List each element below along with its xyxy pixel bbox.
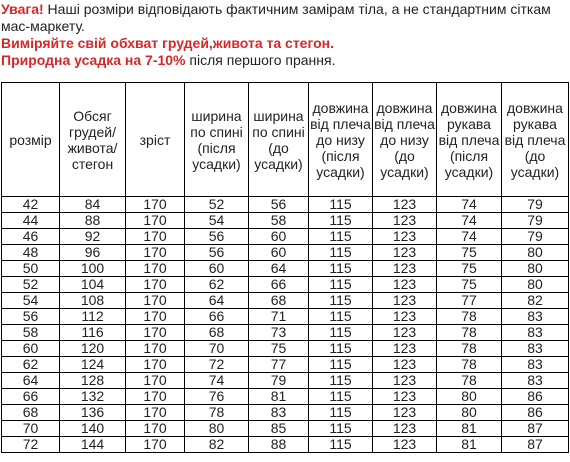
table-cell: 132 xyxy=(60,389,126,405)
column-header: довжина від плеча до низу (після усадки) xyxy=(309,83,373,197)
table-cell: 92 xyxy=(60,229,126,245)
table-cell: 136 xyxy=(60,405,126,421)
table-cell: 54 xyxy=(2,293,60,309)
table-cell: 75 xyxy=(437,261,502,277)
table-cell: 64 xyxy=(249,261,309,277)
table-cell: 108 xyxy=(60,293,126,309)
table-cell: 123 xyxy=(373,373,437,389)
table-cell: 115 xyxy=(309,277,373,293)
table-cell: 75 xyxy=(437,277,502,293)
table-cell: 83 xyxy=(502,325,569,341)
table-cell: 123 xyxy=(373,245,437,261)
table-cell: 87 xyxy=(502,421,569,437)
table-cell: 81 xyxy=(249,389,309,405)
table-cell: 66 xyxy=(249,277,309,293)
table-cell: 78 xyxy=(185,405,249,421)
table-cell: 82 xyxy=(502,293,569,309)
table-cell: 115 xyxy=(309,389,373,405)
table-cell: 64 xyxy=(2,373,60,389)
table-row xyxy=(2,389,569,405)
table-row xyxy=(2,373,569,389)
table-cell: 68 xyxy=(249,293,309,309)
table-cell: 115 xyxy=(309,405,373,421)
table-cell: 170 xyxy=(126,357,185,373)
table-cell: 44 xyxy=(2,213,60,229)
table-cell: 68 xyxy=(185,325,249,341)
table-cell: 75 xyxy=(437,245,502,261)
table-cell: 52 xyxy=(2,277,60,293)
table-cell: 70 xyxy=(185,341,249,357)
column-header: зріст xyxy=(126,83,185,197)
table-cell: 52 xyxy=(185,197,249,213)
column-header: Обсяг грудей/ живота/ стегон xyxy=(60,83,126,197)
table-cell: 170 xyxy=(126,389,185,405)
table-cell: 79 xyxy=(502,213,569,229)
table-cell: 80 xyxy=(437,389,502,405)
column-header: розмір xyxy=(2,83,60,197)
table-cell: 66 xyxy=(2,389,60,405)
table-cell: 46 xyxy=(2,229,60,245)
table-cell: 79 xyxy=(249,373,309,389)
table-cell: 80 xyxy=(502,261,569,277)
table-cell: 123 xyxy=(373,293,437,309)
table-cell: 80 xyxy=(185,421,249,437)
table-cell: 78 xyxy=(437,373,502,389)
table-cell: 84 xyxy=(60,197,126,213)
table-cell: 70 xyxy=(2,421,60,437)
table-cell: 123 xyxy=(373,261,437,277)
table-cell: 170 xyxy=(126,245,185,261)
table-cell: 42 xyxy=(2,197,60,213)
table-cell: 123 xyxy=(373,325,437,341)
table-cell: 170 xyxy=(126,197,185,213)
table-cell: 96 xyxy=(60,245,126,261)
table-cell: 123 xyxy=(373,437,437,453)
table-cell: 64 xyxy=(185,293,249,309)
table-cell: 123 xyxy=(373,213,437,229)
table-header-row xyxy=(2,83,569,197)
table-cell: 66 xyxy=(185,309,249,325)
table-cell: 170 xyxy=(126,277,185,293)
table-row xyxy=(2,309,569,325)
table-cell: 123 xyxy=(373,405,437,421)
table-cell: 115 xyxy=(309,325,373,341)
table-row xyxy=(2,261,569,277)
table-cell: 62 xyxy=(185,277,249,293)
table-cell: 72 xyxy=(2,437,60,453)
table-cell: 72 xyxy=(185,357,249,373)
table-row xyxy=(2,405,569,421)
table-cell: 60 xyxy=(249,229,309,245)
table-cell: 170 xyxy=(126,325,185,341)
table-cell: 170 xyxy=(126,437,185,453)
column-header: довжина рукава від плеча (після усадки) xyxy=(437,83,502,197)
table-cell: 56 xyxy=(249,197,309,213)
table-cell: 77 xyxy=(249,357,309,373)
table-cell: 78 xyxy=(437,309,502,325)
table-cell: 74 xyxy=(437,229,502,245)
table-cell: 123 xyxy=(373,229,437,245)
table-row xyxy=(2,213,569,229)
table-cell: 68 xyxy=(2,405,60,421)
table-cell: 79 xyxy=(502,197,569,213)
table-cell: 100 xyxy=(60,261,126,277)
table-cell: 115 xyxy=(309,357,373,373)
table-cell: 71 xyxy=(249,309,309,325)
table-cell: 170 xyxy=(126,213,185,229)
table-cell: 115 xyxy=(309,197,373,213)
table-cell: 116 xyxy=(60,325,126,341)
column-header: довжина рукава від плеча (до усадки) xyxy=(502,83,569,197)
table-cell: 140 xyxy=(60,421,126,437)
table-cell: 88 xyxy=(60,213,126,229)
table-cell: 115 xyxy=(309,309,373,325)
table-cell: 87 xyxy=(502,437,569,453)
table-row xyxy=(2,341,569,357)
table-cell: 112 xyxy=(60,309,126,325)
table-row xyxy=(2,293,569,309)
table-cell: 60 xyxy=(2,341,60,357)
table-cell: 86 xyxy=(502,405,569,421)
table-cell: 79 xyxy=(502,229,569,245)
table-cell: 123 xyxy=(373,341,437,357)
shrink-note-text: після першого прання. xyxy=(185,52,336,68)
intro-line-1-text: Наші розміри відповідають фактичним замірам тіла, а не стандартним сіткам xyxy=(43,1,551,17)
table-cell: 123 xyxy=(373,309,437,325)
table-cell: 170 xyxy=(126,293,185,309)
table-cell: 56 xyxy=(185,245,249,261)
table-cell: 78 xyxy=(437,357,502,373)
table-cell: 80 xyxy=(437,405,502,421)
table-cell: 124 xyxy=(60,357,126,373)
table-row xyxy=(2,357,569,373)
table-cell: 115 xyxy=(309,213,373,229)
table-cell: 56 xyxy=(2,309,60,325)
table-cell: 60 xyxy=(249,245,309,261)
table-cell: 73 xyxy=(249,325,309,341)
table-cell: 115 xyxy=(309,373,373,389)
table-row xyxy=(2,277,569,293)
column-header: ширина по спині (до усадки) xyxy=(249,83,309,197)
table-cell: 170 xyxy=(126,373,185,389)
warning-label: Увага! xyxy=(1,1,44,17)
table-cell: 74 xyxy=(185,373,249,389)
table-cell: 83 xyxy=(249,405,309,421)
table-cell: 170 xyxy=(126,421,185,437)
table-cell: 83 xyxy=(502,373,569,389)
table-cell: 123 xyxy=(373,421,437,437)
table-cell: 78 xyxy=(437,341,502,357)
table-cell: 56 xyxy=(185,229,249,245)
table-cell: 74 xyxy=(437,213,502,229)
table-row xyxy=(2,229,569,245)
table-cell: 76 xyxy=(185,389,249,405)
table-cell: 75 xyxy=(249,341,309,357)
table-cell: 74 xyxy=(437,197,502,213)
table-cell: 80 xyxy=(502,245,569,261)
table-cell: 80 xyxy=(502,277,569,293)
table-cell: 128 xyxy=(60,373,126,389)
column-header: довжина від плеча до низу (до усадки) xyxy=(373,83,437,197)
table-cell: 50 xyxy=(2,261,60,277)
column-header: ширина по спині (після усадки) xyxy=(185,83,249,197)
table-cell: 81 xyxy=(437,421,502,437)
table-cell: 170 xyxy=(126,261,185,277)
table-cell: 86 xyxy=(502,389,569,405)
table-cell: 115 xyxy=(309,437,373,453)
table-cell: 60 xyxy=(185,261,249,277)
table-cell: 115 xyxy=(309,229,373,245)
table-cell: 123 xyxy=(373,389,437,405)
table-cell: 115 xyxy=(309,341,373,357)
intro-text xyxy=(1,1,567,69)
table-cell: 62 xyxy=(2,357,60,373)
size-chart-table xyxy=(1,82,569,453)
table-row xyxy=(2,325,569,341)
table-cell: 58 xyxy=(2,325,60,341)
table-cell: 115 xyxy=(309,293,373,309)
table-cell: 54 xyxy=(185,213,249,229)
table-cell: 123 xyxy=(373,277,437,293)
intro-line-1 xyxy=(1,1,567,18)
table-cell: 170 xyxy=(126,309,185,325)
table-cell: 115 xyxy=(309,245,373,261)
table-cell: 104 xyxy=(60,277,126,293)
table-cell: 77 xyxy=(437,293,502,309)
table-cell: 48 xyxy=(2,245,60,261)
table-cell: 83 xyxy=(502,341,569,357)
table-cell: 83 xyxy=(502,309,569,325)
shrink-note-bold: Природна усадка на 7-10% xyxy=(1,52,186,68)
table-cell: 58 xyxy=(249,213,309,229)
table-cell: 83 xyxy=(502,357,569,373)
table-cell: 144 xyxy=(60,437,126,453)
table-cell: 115 xyxy=(309,261,373,277)
intro-line-2: мас-маркету. xyxy=(1,18,85,34)
measure-instruction: Виміряйте свій обхват грудей,живота та стегон. xyxy=(1,35,335,51)
table-row xyxy=(2,197,569,213)
table-row xyxy=(2,245,569,261)
table-cell: 123 xyxy=(373,357,437,373)
table-row xyxy=(2,437,569,453)
table-cell: 123 xyxy=(373,197,437,213)
table-cell: 170 xyxy=(126,229,185,245)
table-cell: 85 xyxy=(249,421,309,437)
table-cell: 78 xyxy=(437,325,502,341)
table-cell: 88 xyxy=(249,437,309,453)
shrink-note xyxy=(1,52,567,69)
table-cell: 120 xyxy=(60,341,126,357)
table-cell: 82 xyxy=(185,437,249,453)
table-cell: 81 xyxy=(437,437,502,453)
table-cell: 170 xyxy=(126,405,185,421)
table-cell: 115 xyxy=(309,421,373,437)
table-cell: 170 xyxy=(126,341,185,357)
table-row xyxy=(2,421,569,437)
